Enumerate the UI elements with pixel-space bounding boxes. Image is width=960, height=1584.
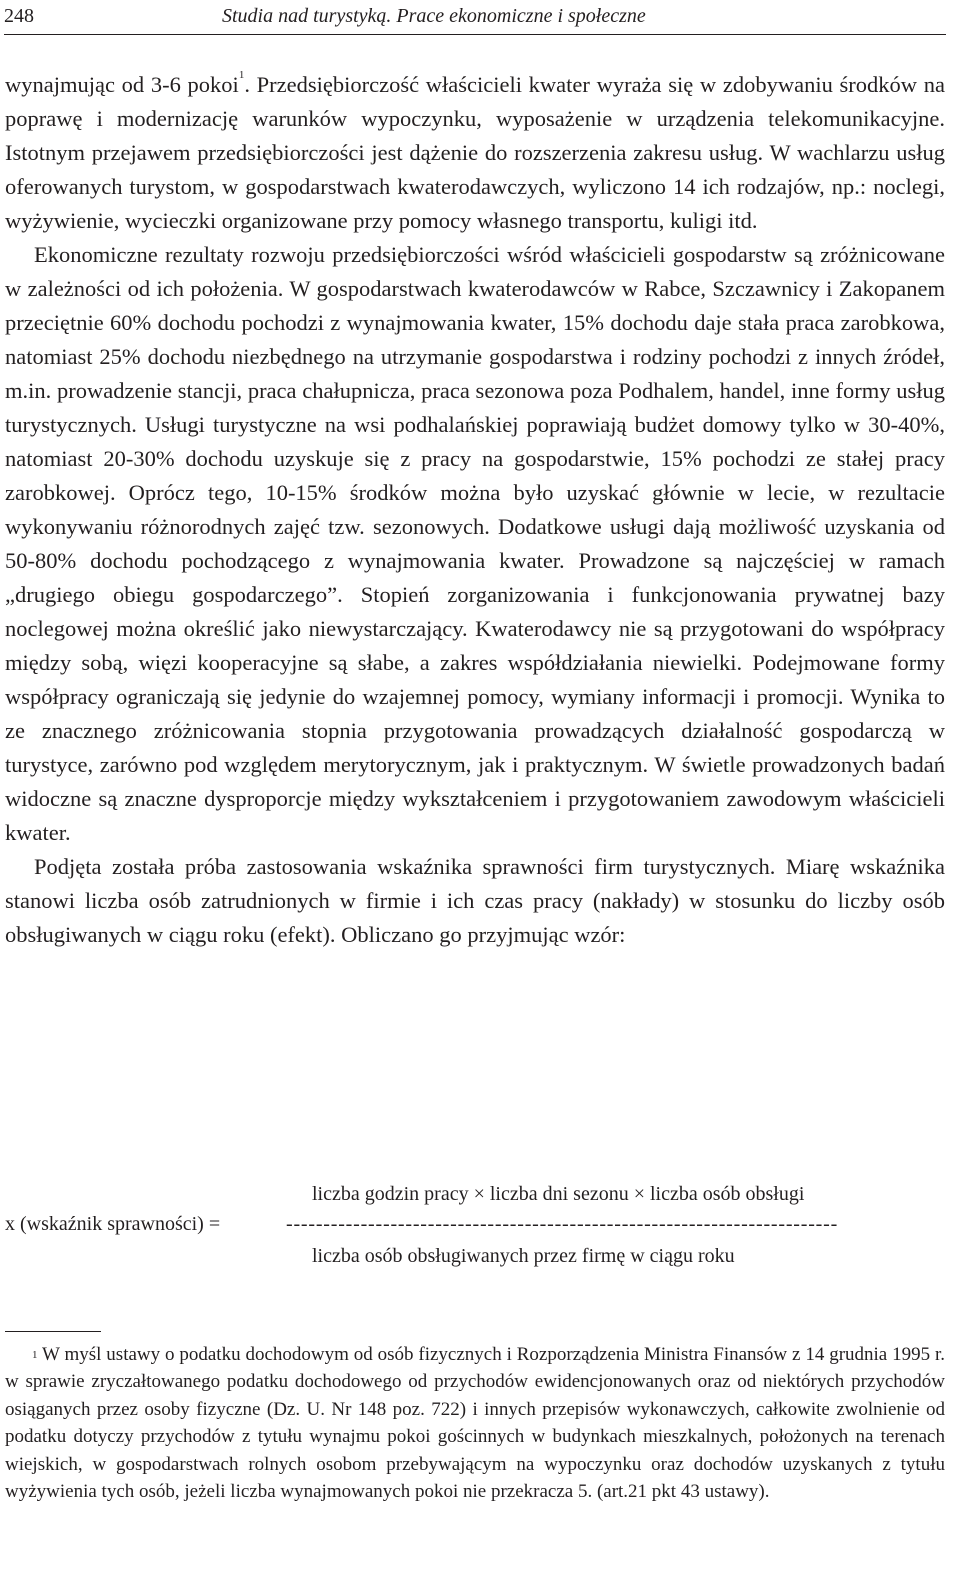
running-header	[4, 4, 946, 35]
efficiency-formula	[0, 1178, 950, 1278]
footnote-number: 1	[32, 1349, 38, 1361]
formula-left-side: x (wskaźnik sprawności) =	[5, 1213, 221, 1235]
formula-fraction-line: --------------------------------------------------------------------------	[286, 1213, 839, 1235]
paragraph-1-rest: . Przedsiębiorczość właścicieli kwater wyraża się w zdobywaniu środków na poprawę i modernizację warunków wypoczynku, wyposażenie w urządzenia telekomunikacyjne. Istotnym przejawem przedsiębiorczości jest dążenie do rozszerzenia zakresu usług. W wachlarzu usług oferowanych turystom, w gospodarstwach kwaterodawczych, wyliczono 14 ich rodzajów, np.: noclegi, wyżywienie, wycieczki organizowane przy pomocy własnego transportu, kuligi itd.	[5, 72, 945, 233]
footnote-text: W myśl ustawy o podatku dochodowym od osób fizycznych i Rozporządzenia Ministra Finansów z 14 grudnia 1995 r. w sprawie zryczałtowanego podatku dochodowego od przychodów ewidencjonowanych oraz od niektórych przychodów osiąganych przez osoby fizyczne (Dz. U. Nr 148 poz. 722) i innych przepisów wykonawczych, całkowite zwolnienie od podatku dotyczy przychodów z tytułu wynajmu pokoi gościnnych w budynkach mieszkalnych, położonych na terenach wiejskich, w gospodarstwach rolnych osobom przebywającym na wypoczynku oraz dochodów uzyskanych z tytułu wyżywienia tych osób, jeżeli liczba wynajmowanych pokoi nie przekracza 5. (art.21 pkt 43 ustawy).	[5, 1344, 945, 1503]
formula-denominator: liczba osób obsługiwanych przez firmę w ciągu roku	[312, 1245, 735, 1267]
footnote	[5, 1341, 945, 1505]
footnote-separator	[5, 1331, 101, 1332]
paragraph-3: Podjęta została próba zastosowania wskaźnika sprawności firm turystycznych. Miarę wskaźnika stanowi liczba osób zatrudnionych w firmie i ich czas pracy (nakłady) w stosunku do liczby osób obsługiwanych w ciągu roku (efekt). Obliczano go przyjmując wzór:	[5, 854, 945, 947]
page-number: 248	[4, 5, 34, 27]
paragraph-1-start: wynajmując od 3-6 pokoi	[5, 72, 239, 97]
journal-title: Studia nad turystyką. Prace ekonomiczne i społeczne	[222, 5, 646, 27]
footnote-reference: 1	[238, 69, 245, 81]
main-text	[5, 68, 945, 952]
formula-numerator: liczba godzin pracy × liczba dni sezonu × liczba osób obsługi	[312, 1183, 805, 1205]
paragraph-1	[5, 68, 945, 238]
paragraph-2: Ekonomiczne rezultaty rozwoju przedsiębiorczości wśród właścicieli gospodarstw są zróżnicowane w zależności od ich położenia. W gospodarstwach kwaterodawców w Rabce, Szczawnicy i Zakopanem przeciętnie 60% dochodu pochodzi z wynajmowania kwater, 15% dochodu daje stała praca zarobkowa, natomiast 25% dochodu niezbędnego na utrzymanie gospodarstwa i rodziny pochodzi z innych źródeł, m.in. prowadzenie stancji, praca chałupnicza, praca sezonowa poza Podhalem, handel, inne formy usług turystycznych. Usługi turystyczne na wsi podhalańskiej poprawiają budżet domowy tylko w 30-40%, natomiast 20-30% dochodu uzyskuje się z pracy na gospodarstwie, 15% pochodzi ze stałej pracy zarobkowej. Oprócz tego, 10-15% środków można było uzyskać głównie w lecie, w rezultacie wykonywaniu różnorodnych zajęć tzw. sezonowych. Dodatkowe usługi dają możliwość uzyskania od 50-80% dochodu pochodzącego z wynajmowania kwater. Prowadzone są najczęściej w ramach „drugiego obiegu gospodarczego”. Stopień zorganizowania i funkcjonowania prywatnej bazy noclegowej można określić jako niewystarczający. Kwaterodawcy nie są przygotowani do współpracy między sobą, więzi kooperacyjne są słabe, a zakres współdziałania niewielki. Podejmowane formy współpracy ograniczają się jedynie do wzajemnej pomocy, wymiany informacji i promocji. Wynika to ze znacznego zróżnicowania stopnia przygotowania prowadzących działalność gospodarczą w turystyce, zarówno pod względem merytorycznym, jak i praktycznym. W świetle prowadzonych badań widoczne są znaczne dysproporcje między wykształceniem i przygotowaniem zawodowym właścicieli kwater.	[5, 242, 945, 845]
